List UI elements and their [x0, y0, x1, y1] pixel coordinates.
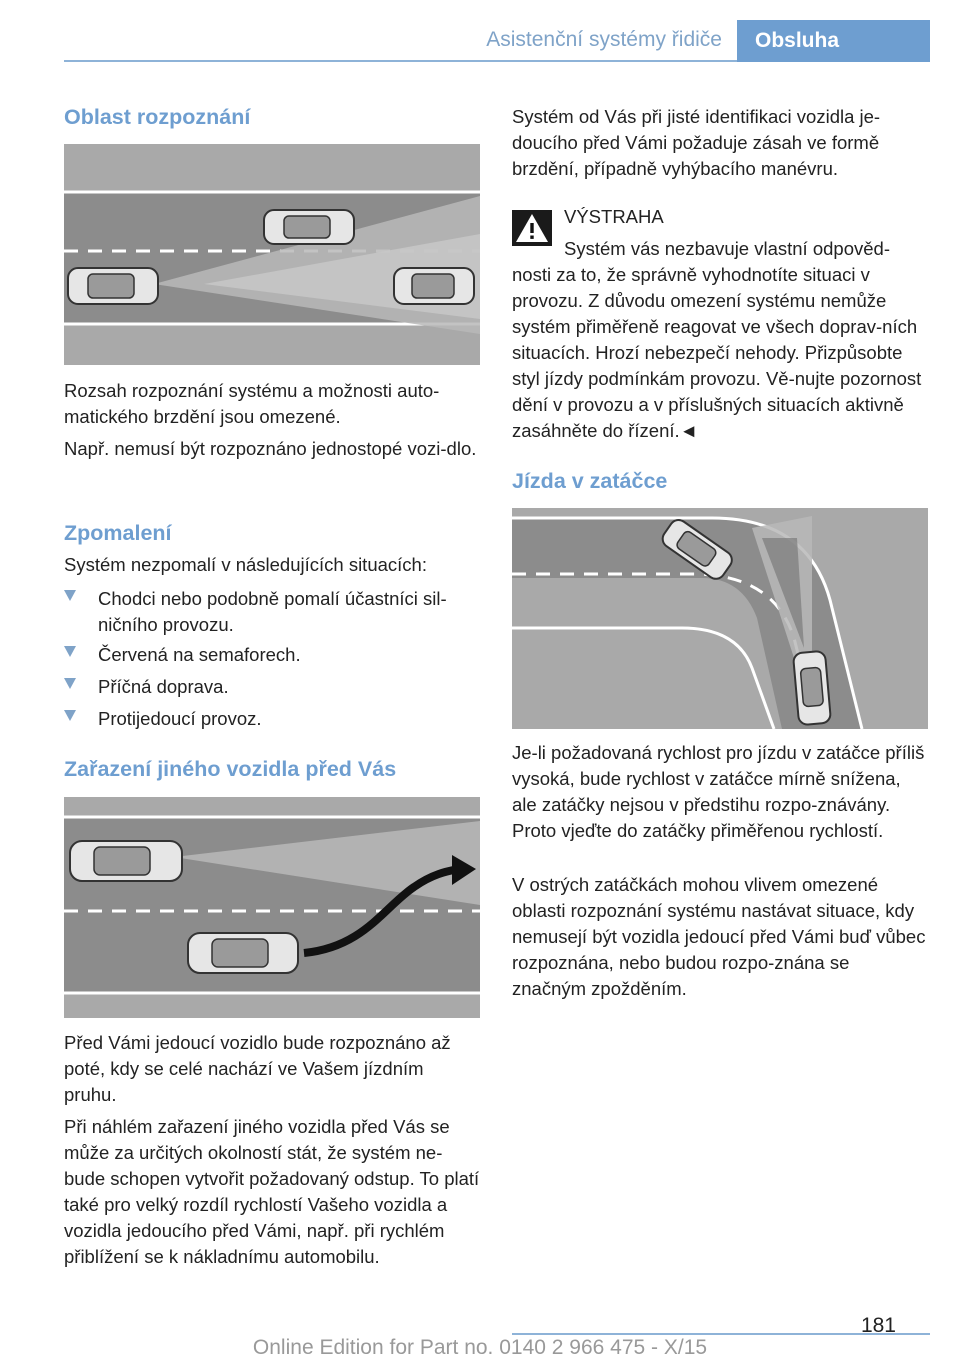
- car-cutting-in-icon: [188, 933, 298, 973]
- warning-title: VÝSTRAHA: [564, 206, 664, 227]
- car-own-cornering-icon: [793, 651, 831, 726]
- car-ahead-icon: [264, 210, 354, 244]
- warning-text: Systém vás nezbavuje vlastní odpověd-nosti za to, že správně vyhodnotíte situaci v provozu. Z důvodu omezení systému nemůže systém přiměřeně reagovat ve všech doprav-ních situacích. Hrozí nebezpečí nehody. Přizpůsobte styl jízdy podmínkám provozu. Vě-nujte pozornost dění v provozu a v příslušných situacích aktivně zasáhněte do řízení.◄: [512, 238, 922, 441]
- heading-detection-area: Oblast rozpoznání: [64, 105, 251, 129]
- car-own-icon: [70, 841, 182, 881]
- heading-deceleration: Zpomalení: [64, 521, 172, 545]
- paragraph-cornering-speed: Je-li požadovaná rychlost pro jízdu v zatáčce příliš vysoká, bude rychlost v zatáčce mírně snížena, ale zatáčky nejsou v předstihu rozpo-znávány. Proto vjeďte do zatáčky přiměřenou rychlostí.: [512, 742, 925, 841]
- header-chapter-tab: [737, 20, 930, 62]
- paragraph-sudden-cut-in: Při náhlém zařazení jiného vozidla před Vás se může za určitých okolností stát, že systém ne-bude schopen vytvořit požadovaný odstup. To platí také pro velký rozdíl rychlostí Vašeho vozidla a vozidla jedoucího před Vámi, např. při rychlém přiblížení se k nákladnímu automobilu.: [64, 1116, 480, 1267]
- car-far-icon: [394, 268, 474, 304]
- paragraph-intervention: Systém od Vás při jisté identifikaci vozidla je-doucího před Vámi požaduje zásah ve formě brzdění, případně vyhýbacího manévru.: [512, 106, 881, 179]
- triangle-bullet-icon: [64, 678, 76, 689]
- detection-area-illustration: [64, 144, 480, 365]
- paragraph-no-deceleration: Systém nezpomalí v následujících situacích:: [64, 554, 427, 575]
- heading-cornering: Jízda v zatáčce: [512, 469, 668, 493]
- paragraph-single-track: Např. nemusí být rozpoznáno jednostopé vozi-dlo.: [64, 438, 477, 459]
- heading-cut-in: Zařazení jiného vozidla před Vás: [64, 757, 397, 781]
- cornering-illustration: [512, 508, 928, 729]
- figure-cornering: [512, 508, 928, 729]
- triangle-bullet-icon: [64, 646, 76, 657]
- cut-in-illustration: [64, 797, 480, 1018]
- header-chapter-label: Obsluha: [755, 29, 840, 52]
- triangle-bullet-icon: [64, 590, 76, 601]
- paragraph-range-limited: Rozsah rozpoznání systému a možnosti auto-matického brzdění jsou omezené.: [64, 380, 440, 427]
- paragraph-sharp-bends: V ostrých zatáčkách mohou vlivem omezené oblasti rozpoznání systému nastávat situace, kdy nemusejí být vozidla jedoucí před Vámi buď vůbec rozpoznána, nebo budou rozpo-znána se značným zpožděním.: [512, 874, 926, 999]
- figure-detection-area: [64, 144, 480, 365]
- paragraph-vehicle-detected: Před Vámi jedoucí vozidlo bude rozpoznáno až poté, kdy se celé nachází ve Vašem jízdním pruhu.: [64, 1032, 451, 1105]
- page-number: 181: [860, 1314, 896, 1337]
- footer-edition: Online Edition for Part no. 0140 2 966 475 - X/15: [252, 1336, 708, 1359]
- figure-cut-in: [64, 797, 480, 1018]
- triangle-bullet-icon: [64, 710, 76, 721]
- header-section-title: Asistenční systémy řidiče: [486, 28, 722, 51]
- car-own-icon: [68, 268, 158, 304]
